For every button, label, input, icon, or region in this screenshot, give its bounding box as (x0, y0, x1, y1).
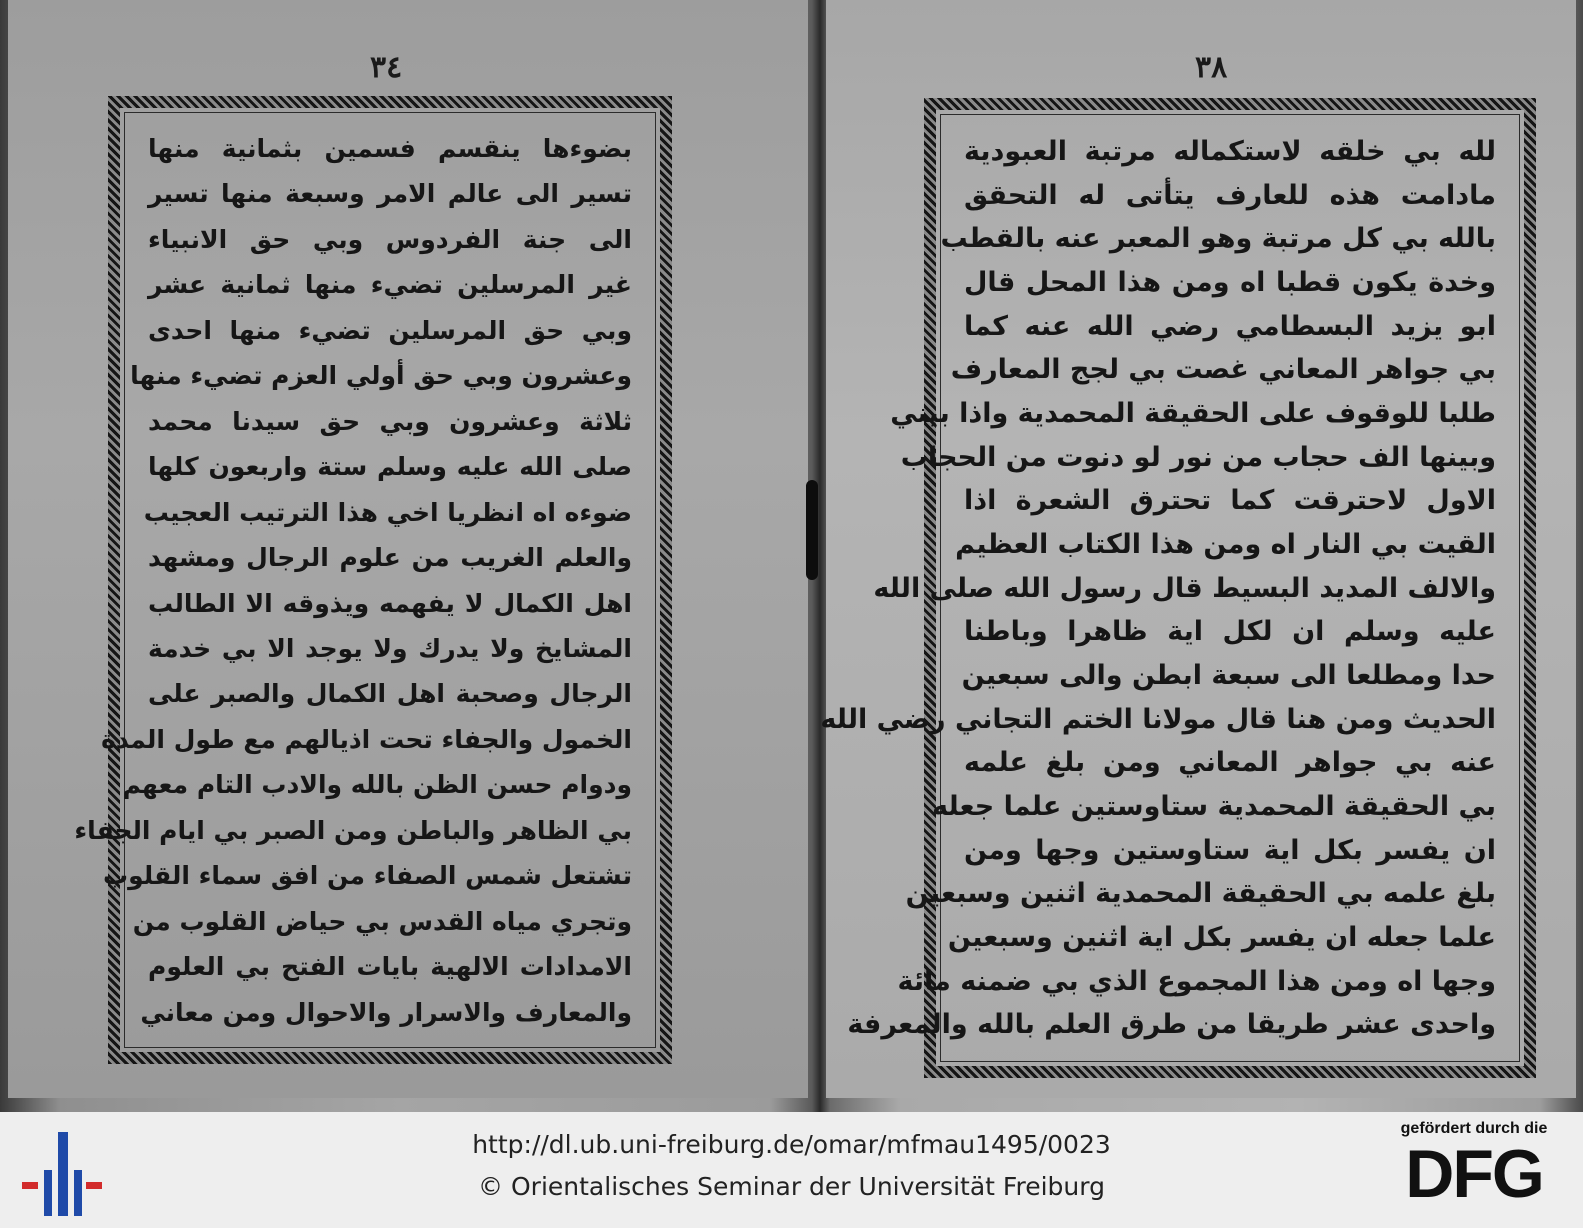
right-text-line: لله بي خلقه لاستكماله مرتبة العبودية (964, 136, 1496, 167)
left-text-line: وتجري مياه القدس بي حياض القلوب من (132, 906, 632, 936)
left-text-line: ودوام حسن الظن بالله والادب التام معهم (122, 770, 632, 800)
right-text-line: علما جعله ان يفسر بكل اية اثنين وسبعين (947, 922, 1496, 954)
document-url[interactable]: http://dl.ub.uni-freiburg.de/omar/mfmau1495/0023 (472, 1130, 1111, 1159)
right-text-line: القيت بي النار اه ومن هذا الكتاب العظيم (955, 529, 1496, 561)
right-text-line: ان يفسر بكل اية ستاوستين وجها ومن (964, 834, 1496, 866)
viewer-footer (0, 1112, 1583, 1228)
left-text-line: ثلاثة وعشرون وبي حق سيدنا محمد (148, 406, 632, 436)
dfg-funding-logo (1389, 1120, 1559, 1220)
left-text-line: تشتعل شمس الصفاء من افق سماء القلوب (102, 861, 632, 891)
funding-caption: gefördert durch die (1400, 1120, 1548, 1137)
left-text-line: وبي حق المرسلين تضيء منها احدى (148, 315, 632, 345)
right-text-line: بلغ علمه بي الحقيقة المحمدية اثنين وسبعين (905, 878, 1496, 910)
right-text-line: وبينها الف حجاب من نور لو دنوت من الحجاب (900, 441, 1496, 473)
right-text-line: ابو يزيد البسطامي رضي الله عنه كما (964, 310, 1496, 342)
book-spine (806, 480, 818, 580)
right-text-line: عليه وسلم ان لكل اية ظاهرا وباطنا (964, 616, 1496, 648)
left-text-line: تسير الى عالم الامر وسبعة منها تسير (148, 179, 632, 209)
left-text-line: وعشرون وبي حق أولي العزم تضيء منها (130, 361, 632, 391)
right-text-frame (820, 98, 1536, 1078)
left-text-line: ضوءه اه انظريا اخي هذا الترتيب العجيب (143, 497, 632, 527)
left-text-line: والمعارف والاسرار والاحوال ومن معاني (140, 997, 632, 1027)
right-text-line: عنه بي جواهر المعاني ومن بلغ علمه (964, 747, 1496, 779)
left-text-line: بي الظاهر والباطن ومن الصبر بي ايام الجفاء (74, 815, 632, 845)
right-page-number: ٣٨ (1195, 50, 1228, 85)
copyright-notice: © Orientalisches Seminar der Universität Freiburg (478, 1172, 1105, 1201)
right-text-line: والالف المديد البسيط قال رسول الله صلى الله (873, 572, 1496, 604)
right-text-line: طلبا للوقوف على الحقيقة المحمدية واذا بيني (890, 398, 1496, 430)
right-text-line: مادامت هذه للعارف يتأتى له التحقق (964, 179, 1496, 211)
left-text-line: الخمول والجفاء تحت اذيالهم مع طول المدة (101, 724, 632, 754)
right-text-line: الحديث ومن هنا قال مولانا الختم التجاني رضي الله (820, 703, 1496, 735)
left-text-line: بضوءها ينقسم فسمين بثمانية منها (148, 134, 632, 163)
left-page-number: ٣٤ (370, 50, 403, 85)
left-text-line: اهل الكمال لا يفهمه ويذوقه الا الطالب (148, 588, 632, 618)
left-text-line: الامدادات الالهية بايات الفتح بي العلوم (148, 952, 632, 982)
right-text-line: وجها اه ومن هذا المجموع الذي بي ضمنه مائة (897, 965, 1496, 997)
left-text-line: صلى الله عليه وسلم ستة واربعون كلها (148, 452, 632, 482)
right-text-line: واحدى عشر طريقا من طرق العلم بالله والمعرفة (847, 1009, 1496, 1041)
right-text-line: بالله بي كل مرتبة وهو المعبر عنه بالقطب (940, 223, 1496, 255)
left-text-line: غير المرسلين تضيء منها ثمانية عشر (148, 270, 632, 300)
left-text-block (74, 134, 632, 1027)
right-text-line: حدا ومطلعا الى سبعة ابطن والى سبعين (961, 660, 1496, 692)
right-text-line: وخدة يكون قطبا اه ومن هذا المحل قال (964, 267, 1496, 299)
right-text-line: بي الحقيقة المحمدية ستاوستين علما جعله (932, 791, 1496, 823)
dfg-logo-icon: DFG (1405, 1136, 1543, 1212)
left-text-line: والعلم الغريب من علوم الرجال ومشهد (148, 543, 632, 573)
right-text-block (820, 136, 1496, 1041)
left-text-frame (74, 96, 672, 1064)
left-text-line: الى جنة الفردوس وبي حق الانبياء (148, 224, 632, 254)
left-text-line: الرجال وصحبة اهل الكمال والصبر على (148, 679, 632, 709)
left-text-line: المشايخ ولا يدرك ولا يوجد الا بي خدمة (148, 633, 632, 663)
right-text-line: الاول لاحترقت كما تحترق الشعرة اذا (964, 485, 1496, 517)
right-text-line: بي جواهر المعاني غصت بي لجج المعارف (950, 354, 1496, 386)
